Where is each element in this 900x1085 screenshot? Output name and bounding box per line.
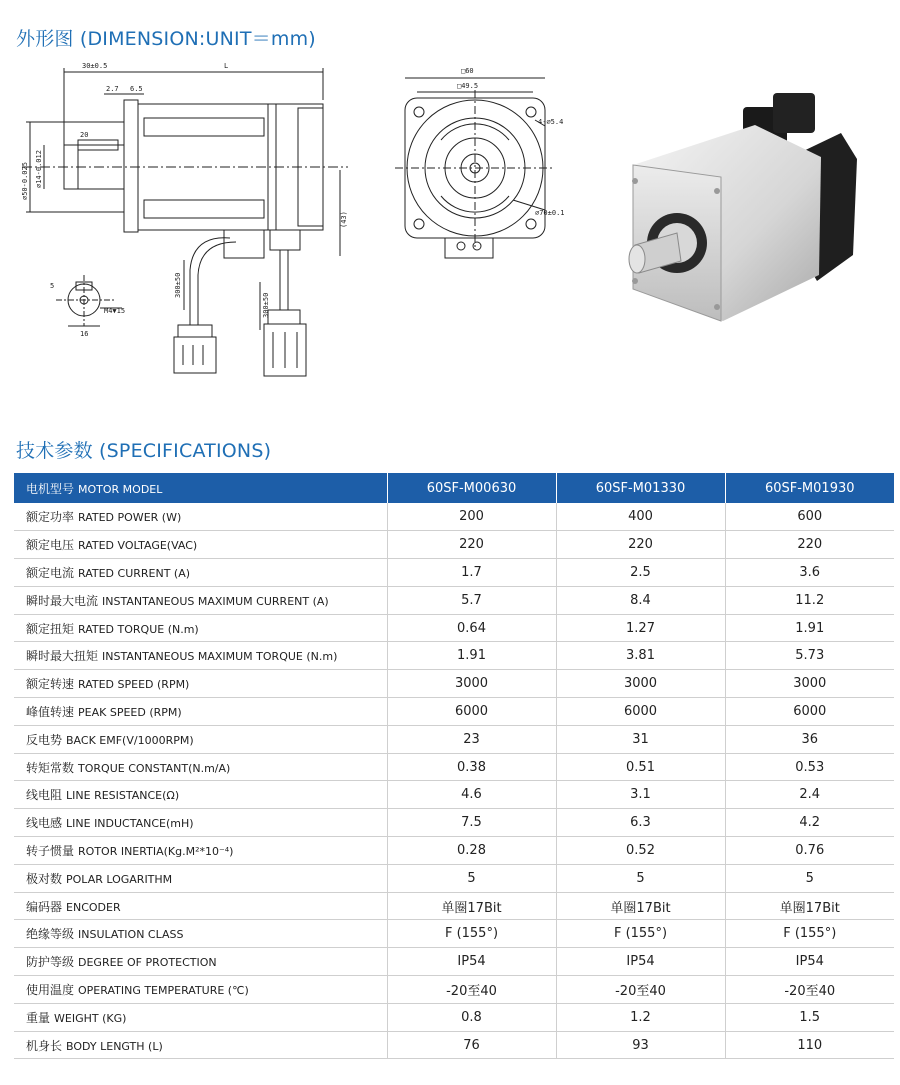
row-label-en: LINE INDUCTANCE(mH) <box>66 817 194 831</box>
row-value-model-2: 1.27 <box>556 614 725 642</box>
row-label-cn: 绝缘等级 <box>26 927 75 942</box>
dim-tap: M4▼15 <box>104 307 126 315</box>
row-label <box>14 586 387 614</box>
row-value-model-2: -20至40 <box>556 976 725 1004</box>
row-label <box>14 781 387 809</box>
row-label-en: ENCODER <box>66 900 121 914</box>
table-row <box>14 1031 894 1059</box>
row-label-en: RATED POWER (W) <box>78 511 182 525</box>
row-value-model-3: 1.91 <box>725 614 894 642</box>
row-value-model-2: IP54 <box>556 948 725 976</box>
table-row <box>14 559 894 587</box>
row-label <box>14 809 387 837</box>
row-label <box>14 837 387 865</box>
row-value-model-3: 3000 <box>725 670 894 698</box>
dim-cable1: 300±50 <box>174 272 182 298</box>
row-value-model-3: F (155°) <box>725 920 894 948</box>
dim-flange-diameter: ⌀50-0.025 <box>21 162 29 200</box>
row-value-model-3: 220 <box>725 531 894 559</box>
table-row <box>14 864 894 892</box>
row-label-en: INSTANTANEOUS MAXIMUM TORQUE (N.m) <box>102 650 338 664</box>
row-label <box>14 670 387 698</box>
row-label-en: RATED TORQUE (N.m) <box>78 622 199 636</box>
row-label-cn: 额定电压 <box>26 538 75 553</box>
row-value-model-2: 5 <box>556 864 725 892</box>
row-value-model-1: 23 <box>387 725 556 753</box>
row-label-en: DEGREE OF PROTECTION <box>78 956 217 970</box>
motor-photo <box>605 85 875 335</box>
header-model-2: 60SF-M01330 <box>556 473 725 503</box>
row-label-cn: 机身长 <box>26 1038 63 1053</box>
table-row <box>14 920 894 948</box>
row-value-model-2: 1.2 <box>556 1003 725 1031</box>
header-label <box>14 473 387 503</box>
row-label <box>14 1031 387 1059</box>
table-row <box>14 614 894 642</box>
front-view-drawing <box>395 60 570 280</box>
dim-key-length: 20 <box>80 131 89 139</box>
row-label <box>14 920 387 948</box>
row-value-model-3: 6000 <box>725 698 894 726</box>
row-label-cn: 峰值转速 <box>26 704 75 719</box>
row-value-model-3: 3.6 <box>725 559 894 587</box>
row-value-model-2: 6.3 <box>556 809 725 837</box>
row-value-model-2: 400 <box>556 503 725 531</box>
row-label-en: PEAK SPEED (RPM) <box>78 705 182 719</box>
row-label <box>14 614 387 642</box>
row-value-model-1: 3000 <box>387 670 556 698</box>
dim-body-length: L <box>224 62 229 70</box>
dim-cable2: 300±50 <box>262 292 270 318</box>
dim-shaft-length: 30±0.5 <box>82 62 108 70</box>
row-value-model-3: 110 <box>725 1031 894 1059</box>
row-value-model-3: 5 <box>725 864 894 892</box>
table-row <box>14 670 894 698</box>
dim-square: □60 <box>461 67 474 75</box>
dim-step2: 6.5 <box>130 85 143 93</box>
dim-holes: 4-⌀5.4 <box>538 118 564 126</box>
row-value-model-2: 2.5 <box>556 559 725 587</box>
row-label-cn: 线电感 <box>26 816 63 831</box>
row-label-cn: 反电势 <box>26 732 63 747</box>
table-row <box>14 948 894 976</box>
row-label <box>14 559 387 587</box>
row-value-model-3: 1.5 <box>725 1003 894 1031</box>
row-value-model-3: 2.4 <box>725 781 894 809</box>
row-label-en: INSTANTANEOUS MAXIMUM CURRENT (A) <box>102 594 329 608</box>
row-label-cn: 瞬时最大电流 <box>26 593 99 608</box>
table-row <box>14 503 894 531</box>
row-label-en: RATED SPEED (RPM) <box>78 678 190 692</box>
row-value-model-1: 0.8 <box>387 1003 556 1031</box>
row-label <box>14 1003 387 1031</box>
row-value-model-3: 4.2 <box>725 809 894 837</box>
row-value-model-2: 8.4 <box>556 586 725 614</box>
header-label-cn: 电机型号 <box>26 481 75 496</box>
row-value-model-2: 93 <box>556 1031 725 1059</box>
table-row <box>14 698 894 726</box>
row-value-model-2: F (155°) <box>556 920 725 948</box>
row-value-model-1: 0.38 <box>387 753 556 781</box>
table-row <box>14 892 894 920</box>
row-label-en: ROTOR INERTIA(Kg.M²*10⁻⁴) <box>78 844 234 858</box>
specifications-title: 技术参数 (SPECIFICATIONS) <box>16 440 272 462</box>
row-value-model-1: 1.91 <box>387 642 556 670</box>
row-value-model-1: 5 <box>387 864 556 892</box>
row-value-model-3: 单圈17Bit <box>725 892 894 920</box>
row-label <box>14 531 387 559</box>
row-value-model-1: 单圈17Bit <box>387 892 556 920</box>
table-row <box>14 642 894 670</box>
row-value-model-2: 0.52 <box>556 837 725 865</box>
row-label-en: RATED VOLTAGE(VAC) <box>78 539 198 553</box>
table-row <box>14 837 894 865</box>
row-value-model-2: 单圈17Bit <box>556 892 725 920</box>
row-value-model-1: IP54 <box>387 948 556 976</box>
table-row <box>14 725 894 753</box>
table-row <box>14 1003 894 1031</box>
row-label <box>14 976 387 1004</box>
row-label-cn: 额定电流 <box>26 565 75 580</box>
row-label-cn: 编码器 <box>26 899 63 914</box>
row-value-model-3: 0.53 <box>725 753 894 781</box>
dim-pcd: ⌀70±0.1 <box>535 209 565 217</box>
side-view-drawing <box>18 60 358 405</box>
row-value-model-3: 600 <box>725 503 894 531</box>
row-label-en: TORQUE CONSTANT(N.m/A) <box>78 761 231 775</box>
row-label-cn: 转子惯量 <box>26 843 75 858</box>
specifications-table <box>14 473 894 1059</box>
row-value-model-1: -20至40 <box>387 976 556 1004</box>
row-value-model-2: 3.81 <box>556 642 725 670</box>
row-label <box>14 503 387 531</box>
row-label-cn: 转矩常数 <box>26 760 75 775</box>
row-value-model-2: 3.1 <box>556 781 725 809</box>
row-label-cn: 重量 <box>26 1010 51 1025</box>
row-value-model-1: 5.7 <box>387 586 556 614</box>
row-label-cn: 额定扭矩 <box>26 621 75 636</box>
row-value-model-2: 0.51 <box>556 753 725 781</box>
row-label <box>14 642 387 670</box>
row-value-model-2: 6000 <box>556 698 725 726</box>
row-label-en: RATED CURRENT (A) <box>78 566 191 580</box>
row-label-cn: 瞬时最大扭矩 <box>26 649 99 664</box>
dimension-title: 外形图 (DIMENSION:UNIT＝mm) <box>16 28 316 50</box>
dim-key-width: 5 <box>50 282 55 290</box>
dim-height: (43) <box>340 211 348 228</box>
row-label-en: BODY LENGTH (L) <box>66 1039 163 1053</box>
row-label-en: WEIGHT (KG) <box>54 1011 127 1025</box>
row-value-model-1: 1.7 <box>387 559 556 587</box>
dim-step1: 2.7 <box>106 85 119 93</box>
row-label-cn: 防护等级 <box>26 955 75 970</box>
row-label-en: OPERATING TEMPERATURE (℃) <box>78 983 249 997</box>
row-value-model-1: 6000 <box>387 698 556 726</box>
row-value-model-3: 0.76 <box>725 837 894 865</box>
row-value-model-1: 220 <box>387 531 556 559</box>
dim-square-inner: □49.5 <box>457 82 479 90</box>
header-model-3: 60SF-M01930 <box>725 473 894 503</box>
row-label-en: POLAR LOGARITHM <box>66 872 173 886</box>
dim-key-height: 16 <box>80 330 89 338</box>
row-label-cn: 极对数 <box>26 871 63 886</box>
row-value-model-1: 7.5 <box>387 809 556 837</box>
row-value-model-3: -20至40 <box>725 976 894 1004</box>
row-value-model-3: IP54 <box>725 948 894 976</box>
row-label <box>14 698 387 726</box>
row-value-model-1: 76 <box>387 1031 556 1059</box>
header-model-1: 60SF-M00630 <box>387 473 556 503</box>
dim-shaft-diameter: ⌀14-0.012 <box>35 150 43 188</box>
row-label <box>14 948 387 976</box>
row-value-model-3: 11.2 <box>725 586 894 614</box>
row-label-cn: 额定功率 <box>26 510 75 525</box>
table-header-row <box>14 473 894 503</box>
row-value-model-3: 36 <box>725 725 894 753</box>
row-value-model-1: 4.6 <box>387 781 556 809</box>
row-value-model-2: 220 <box>556 531 725 559</box>
row-value-model-2: 3000 <box>556 670 725 698</box>
table-row <box>14 781 894 809</box>
row-label-en: INSULATION CLASS <box>78 928 184 942</box>
row-value-model-1: F (155°) <box>387 920 556 948</box>
row-value-model-2: 31 <box>556 725 725 753</box>
row-label-cn: 线电阻 <box>26 788 63 803</box>
row-label <box>14 864 387 892</box>
header-label-en: MOTOR MODEL <box>78 482 163 496</box>
row-value-model-3: 5.73 <box>725 642 894 670</box>
row-label-cn: 使用温度 <box>26 982 75 997</box>
table-row <box>14 753 894 781</box>
row-value-model-1: 0.28 <box>387 837 556 865</box>
row-value-model-1: 0.64 <box>387 614 556 642</box>
row-label <box>14 892 387 920</box>
row-label-en: BACK EMF(V/1000RPM) <box>66 733 194 747</box>
table-row <box>14 976 894 1004</box>
row-label-cn: 额定转速 <box>26 677 75 692</box>
row-value-model-1: 200 <box>387 503 556 531</box>
row-label <box>14 725 387 753</box>
row-label-en: LINE RESISTANCE(Ω) <box>66 789 180 803</box>
row-label <box>14 753 387 781</box>
table-row <box>14 809 894 837</box>
table-row <box>14 586 894 614</box>
table-row <box>14 531 894 559</box>
